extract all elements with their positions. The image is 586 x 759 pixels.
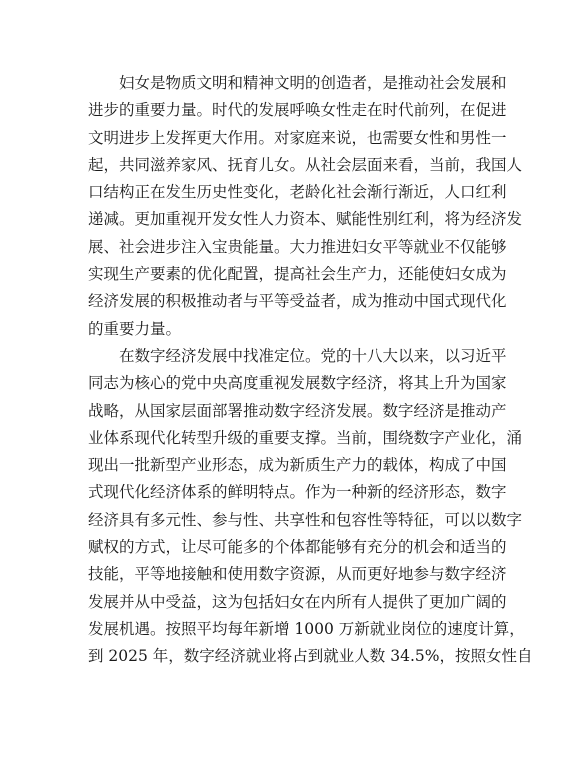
text-line: 经济发展的积极推动者与平等受益者，成为推动中国式现代化 <box>88 292 507 311</box>
text-line: 现出一批新型产业形态，成为新质生产力的载体，构成了中国 <box>88 456 507 475</box>
text-line: 发展并从中受益，这为包括妇女在内所有人提供了更加广阔的 <box>88 592 507 611</box>
text-line: 进步的重要力量。时代的发展呼唤女性走在时代前列，在促进 <box>88 101 507 120</box>
text-line: 妇女是物质文明和精神文明的创造者，是推动社会发展和 <box>119 74 507 92</box>
text-line: 战略，从国家层面部署推动数字经济发展。数字经济是推动产 <box>88 401 507 420</box>
text-line: 业体系现代化转型升级的重要支撑。当前，围绕数字产业化，涌 <box>88 428 523 447</box>
article-body <box>88 70 533 671</box>
paragraph-digital-economy <box>88 343 533 671</box>
text-line: 的重要力量。 <box>88 319 182 338</box>
text-line: 起，共同滋养家风、抚育儿女。从社会层面来看，当前，我国人 <box>88 155 523 174</box>
text-line: 发展机遇。按照平均每年新增 1000 万新就业岗位的速度计算， <box>88 619 525 638</box>
paragraph-women-role <box>88 70 523 343</box>
text-line: 在数字经济发展中找准定位。党的十八大以来，以习近平 <box>119 346 507 365</box>
text-line: 技能，平等地接触和使用数字资源，从而更好地参与数字经济 <box>88 565 507 584</box>
text-line: 经济具有多元性、参与性、共享性和包容性等特征，可以以数字 <box>88 510 523 529</box>
text-line: 展、社会进步注入宝贵能量。大力推进妇女平等就业不仅能够 <box>88 237 507 256</box>
text-line: 赋权的方式，让尽可能多的个体都能够有充分的机会和适当的 <box>88 538 507 557</box>
text-line: 口结构正在发生历史性变化，老龄化社会渐行渐近，人口红利 <box>88 183 507 202</box>
text-line: 递减。更加重视开发女性人力资本、赋能性别红利，将为经济发 <box>88 210 523 229</box>
text-line: 实现生产要素的优化配置，提高社会生产力，还能使妇女成为 <box>88 265 507 284</box>
text-line: 式现代化经济体系的鲜明特点。作为一种新的经济形态，数字 <box>88 483 507 502</box>
text-line: 到 2025 年，数字经济就业将占到就业人数 34.5%，按照女性自 <box>88 647 533 666</box>
text-line: 同志为核心的党中央高度重视发展数字经济，将其上升为国家 <box>88 374 507 393</box>
text-line: 文明进步上发挥更大作用。对家庭来说，也需要女性和男性一 <box>88 128 507 147</box>
